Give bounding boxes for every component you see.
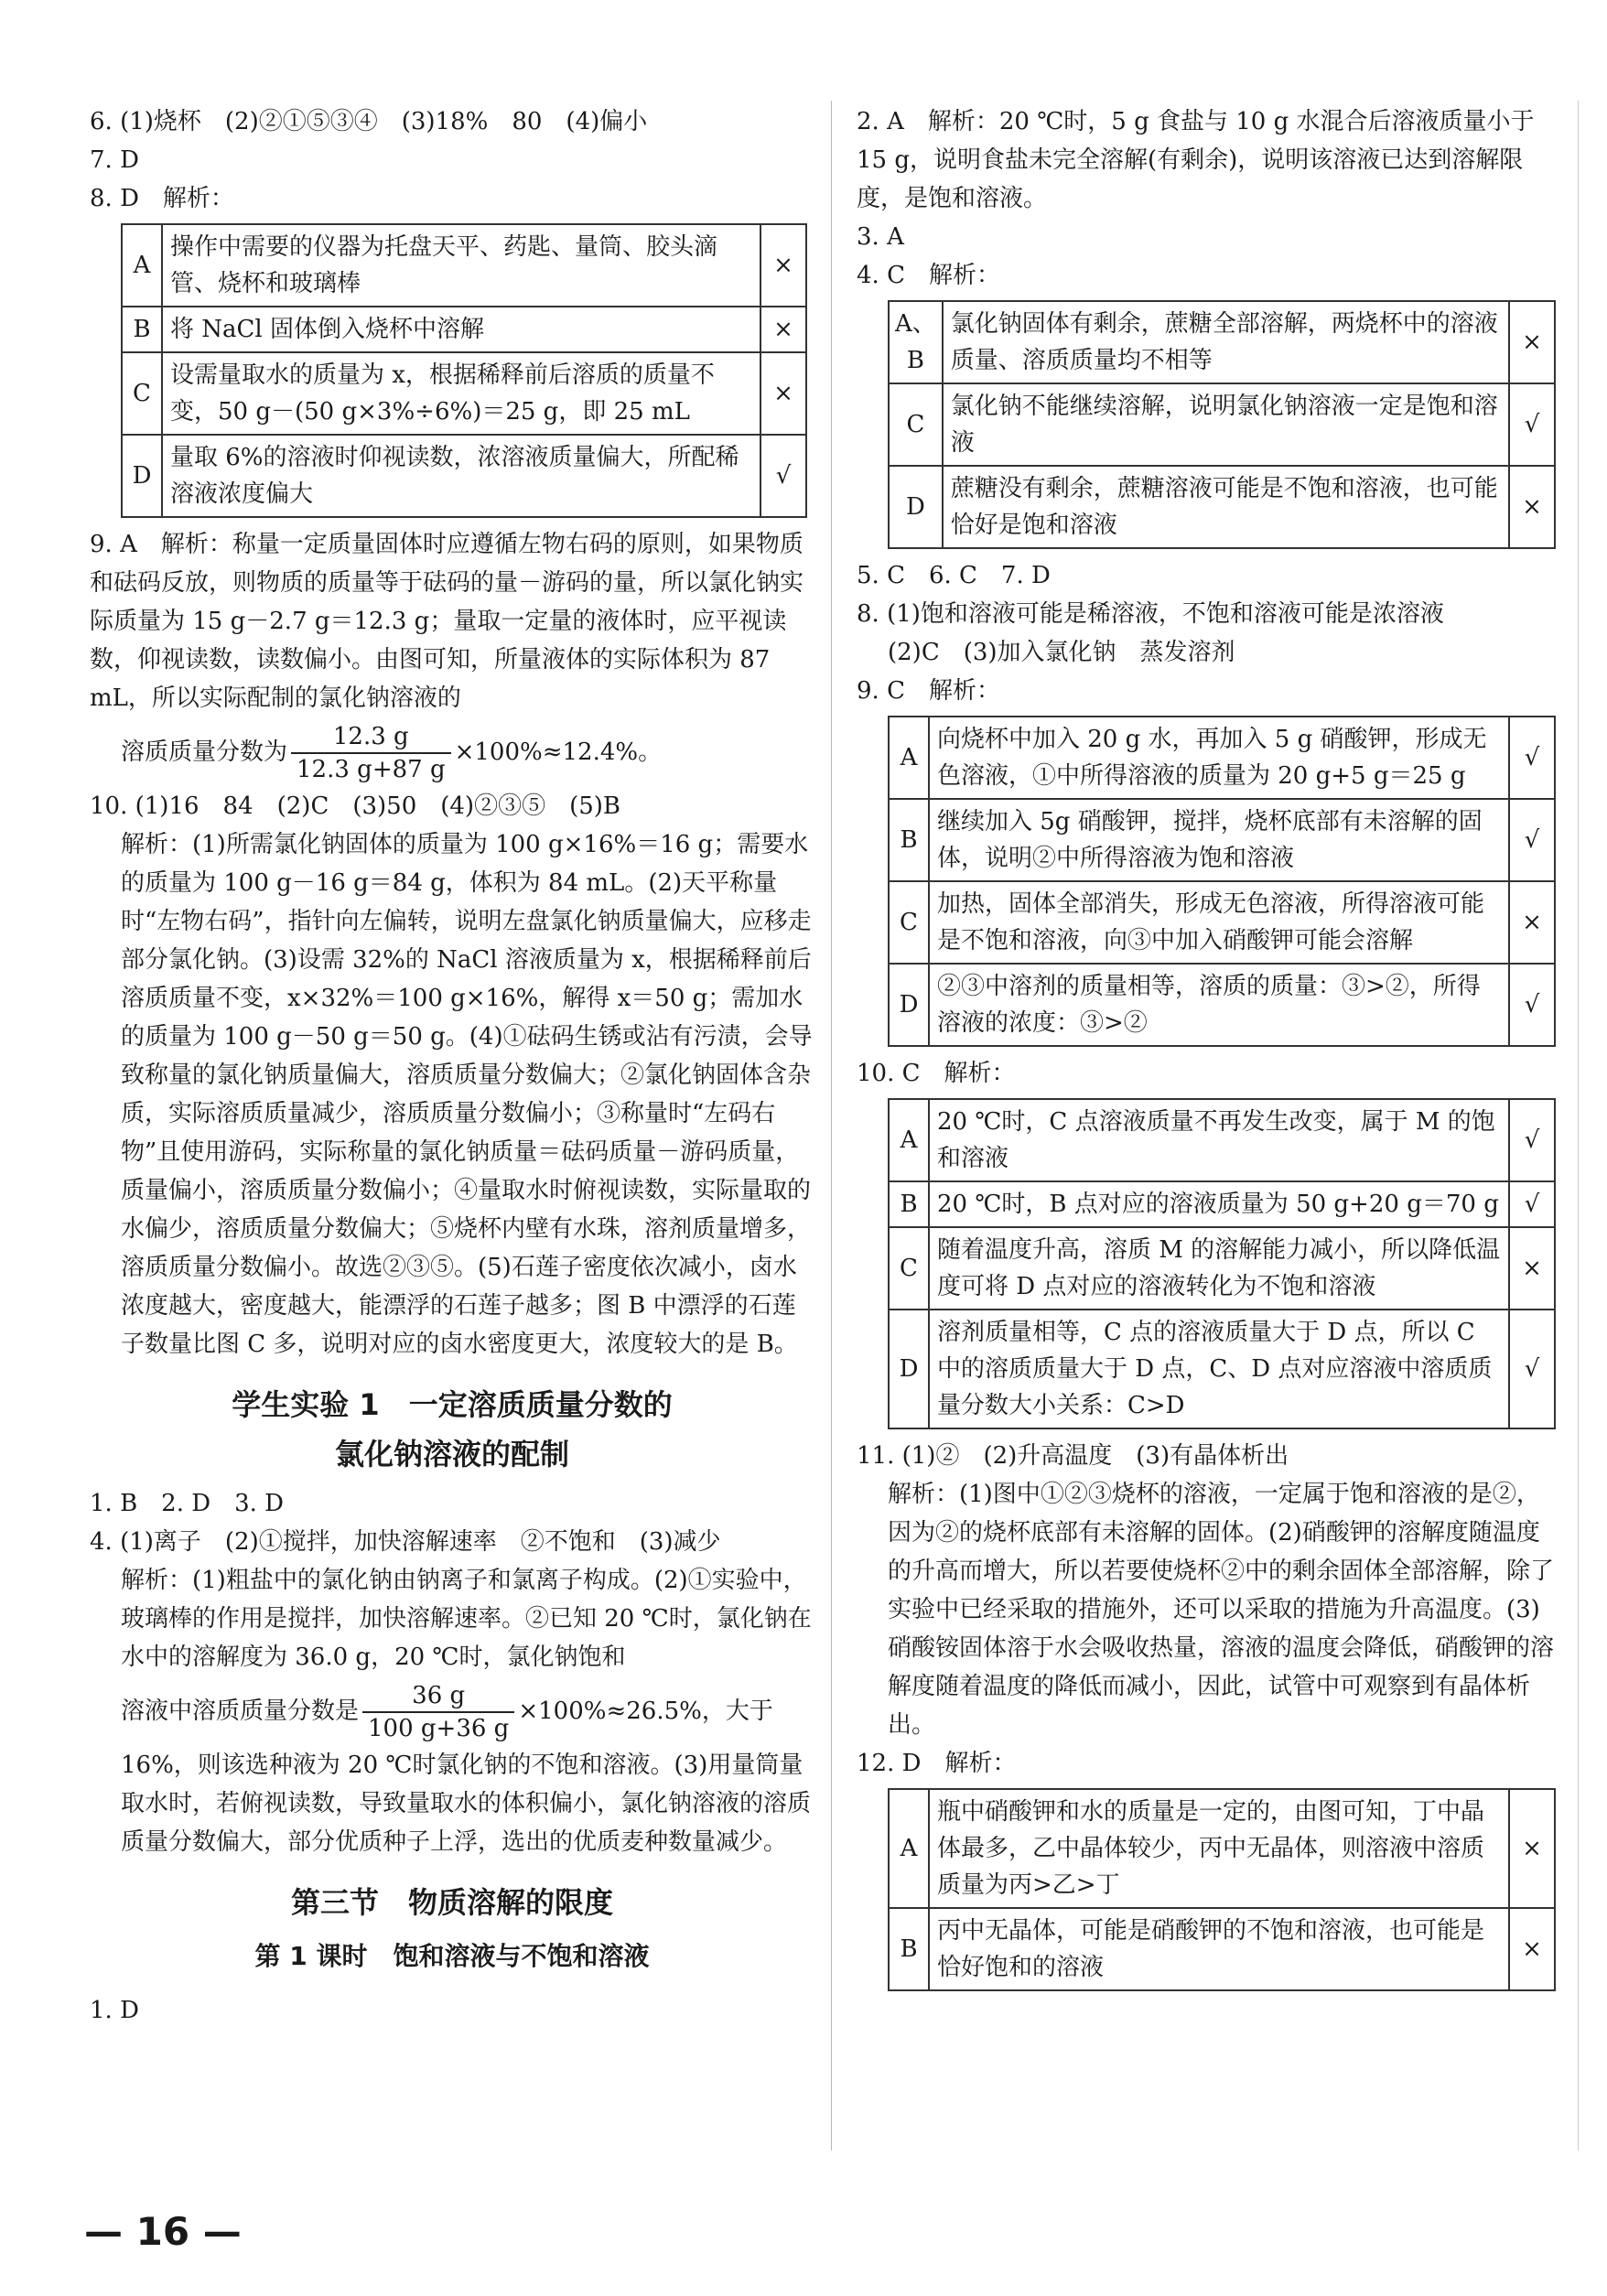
answer-q6: 6. (1)烧杯 (2)②①⑤③④ (3)18% 80 (4)偏小 [90, 108, 648, 135]
right-margin-rule [1578, 101, 1579, 2150]
option-text: 20 ℃时，B 点对应的溶液质量为 50 g+20 g＝70 g [929, 1181, 1509, 1227]
experiment-4-analysis-rest: 16%，则该选种液为 20 ℃时氯化钠的不饱和溶液。(3)用量筒量取水时，若俯视读数，导致量取水的体积偏小，氯化钠溶液的溶质质量分数偏大，部分优质种子上浮，选出的优质麦种数量减少。 [121, 1752, 812, 1856]
option-mark: √ [1509, 799, 1555, 881]
answer-q2: 2. A 解析：20 ℃时，5 g 食盐与 10 g 水混合后溶液质量小于 15 g，说明食盐未完全溶解(有剩余)，说明该溶液已达到溶解限度，是饱和溶液。 [857, 108, 1535, 212]
table-row [889, 964, 1555, 1046]
option-label: D [889, 466, 943, 548]
answer-q8-part2: (2)C (3)加入氯化钠 蒸发溶剂 [888, 639, 1235, 666]
experiment-title-line1: 学生实验 1 一定溶质质量分数的 [232, 1387, 673, 1422]
experiment-4-analysis: 解析：(1)粗盐中的氯化钠由钠离子和氯离子构成。(2)①实验中，玻璃棒的作用是搅拌，加快溶解速率。②已知 20 ℃时，氯化钠在水中的溶解度为 36.0 g，20 ℃时，氯化钠饱和 [121, 1567, 812, 1671]
option-text: 氯化钠固体有剩余，蔗糖全部溶解，两烧杯中的溶液质量、溶质质量均不相等 [943, 301, 1509, 383]
table-row [889, 383, 1555, 466]
option-text: 氯化钠不能继续溶解，说明氯化钠溶液一定是饱和溶液 [943, 383, 1509, 466]
option-mark: × [1509, 1227, 1555, 1310]
option-label: D [122, 435, 162, 517]
option-label: B [889, 1908, 929, 1990]
answer-q8-head: 8. D 解析： [90, 185, 234, 212]
experiment-answers-1-3: 1. B 2. D 3. D [90, 1490, 285, 1517]
answer-q9: 9. A 解析：称量一定质量固体时应遵循左物右码的原则，如果物质和砝码反放，则物质的质量等于砝码的量－游码的量，所以氯化钠实际质量为 15 g－2.7 g＝12.3 g；量取一定量的液体时，应平视读数，仰视读数，读数偏小。由图可知，所量液体的实际体积为 87 mL，所以实际配制的氯化钠溶液的 [90, 531, 804, 712]
option-text: ②③中溶剂的质量相等，溶质的质量：③>②，所得溶液的浓度：③>② [929, 964, 1509, 1046]
left-column [90, 102, 814, 2030]
experiment-4-formula [90, 1676, 814, 1746]
option-label: D [889, 964, 929, 1046]
option-label: A [889, 717, 929, 799]
table-row [889, 799, 1555, 881]
table-row [889, 717, 1555, 799]
option-text: 蔗糖没有剩余，蔗糖溶液可能是不饱和溶液，也可能恰好是饱和溶液 [943, 466, 1509, 548]
option-label: B [122, 307, 162, 352]
q9-analysis-table [888, 716, 1556, 1047]
experiment-title [90, 1380, 814, 1479]
q4-analysis-table [888, 300, 1556, 549]
option-mark: × [1509, 466, 1555, 548]
table-row [122, 307, 806, 352]
answer-q10-head: 10. C 解析： [857, 1060, 1016, 1087]
option-mark: √ [1509, 1181, 1555, 1227]
option-label: C [889, 881, 929, 964]
answer-q3: 3. A [857, 223, 904, 251]
option-mark: × [760, 224, 806, 307]
table-row [889, 1099, 1555, 1181]
option-mark: √ [1509, 964, 1555, 1046]
q9-formula [90, 717, 814, 787]
option-text: 瓶中硝酸钾和水的质量是一定的，由图可知，丁中晶体最多，乙中晶体较少，丙中无晶体，则溶液中溶质质量为丙>乙>丁 [929, 1789, 1509, 1908]
page-number: — 16 — [84, 2209, 242, 2254]
table-row [889, 466, 1555, 548]
table-row [889, 1227, 1555, 1310]
answer-q9-head: 9. C 解析： [857, 677, 1000, 705]
denominator: 100 g+36 g [368, 1715, 510, 1742]
fraction [362, 1680, 514, 1744]
table-row [122, 224, 806, 307]
option-text: 加热，固体全部消失，形成无色溶液，所得溶液可能是不饱和溶液，向③中加入硝酸钾可能会溶解 [929, 881, 1509, 964]
option-label: A [889, 1099, 929, 1181]
experiment-answer-4: 4. (1)离子 (2)①搅拌，加快溶解速率 ②不饱和 (3)减少 [90, 1528, 721, 1556]
option-label: B [889, 799, 929, 881]
option-mark: √ [760, 435, 806, 517]
table-row [122, 352, 806, 435]
answer-q7: 7. D [90, 146, 139, 174]
option-text: 设需量取水的质量为 x，根据稀释前后溶质的质量不变，50 g－(50 g×3%÷6%)＝25 g，即 25 mL [162, 352, 760, 435]
experiment-title-line2: 氯化钠溶液的配制 [334, 1437, 569, 1471]
answer-q10: 10. (1)16 84 (2)C (3)50 (4)②③⑤ (5)B [90, 792, 621, 820]
option-text: 丙中无晶体，可能是硝酸钾的不饱和溶液，也可能是恰好饱和的溶液 [929, 1908, 1509, 1990]
option-label: A [889, 1789, 929, 1908]
q10-analysis: 解析：(1)所需氯化钠固体的质量为 100 g×16%＝16 g；需要水的质量为 100 g－16 g＝84 g，体积为 84 mL。(2)天平称量时“左物右码”，指针向左偏转，说明左盘氯化钠质量偏大，应移走部分氯化钠。(3)设需 32%的 NaCl 溶液质量为 x，根据稀释前后溶质质量不变，x×32%＝100 g×16%，解得 x＝50 g；需加水的质量为 100 g－50 g＝50 g。(4)①砝码生锈或沾有污渍，会导致称量的氯化钠质量偏大，溶质质量分数偏大；②氯化钠固体含杂质，实际溶质质量减少，溶质质量分数偏小；③称量时“左码右物”且使用游码，实际称量的氯化钠质量＝砝码质量－游码质量，质量偏小，溶质质量分数偏小；④量取水时俯视读数，实际量取的水偏少，溶质质量分数偏大；⑤烧杯内壁有水珠，溶剂质量增多，溶质质量分数偏小。故选②③⑤。(5)石莲子密度依次减小，卤水浓度越大，密度越大，能漂浮的石莲子越多；图 B 中漂浮的石莲子数量比图 C 多，说明对应的卤水密度更大，浓度较大的是 B。 [121, 831, 813, 1358]
option-label: A、B [889, 301, 943, 383]
fraction [291, 721, 451, 785]
table-row [889, 301, 1555, 383]
option-text: 量取 6%的溶液时仰视读数，浓溶液质量偏大，所配稀溶液浓度偏大 [162, 435, 760, 517]
answers-q5-q7: 5. C 6. C 7. D [857, 562, 1051, 589]
formula-suffix: ×100%≈12.4%。 [454, 738, 663, 766]
answer-q4-head: 4. C 解析： [857, 262, 1000, 289]
denominator: 12.3 g+87 g [297, 756, 446, 783]
option-label: C [122, 352, 162, 435]
q11-analysis: 解析：(1)图中①②③烧杯的溶液，一定属于饱和溶液的是②，因为②的烧杯底部有未溶解的固体。(2)硝酸钾的溶解度随温度的升高而增大，所以若要使烧杯②中的剩余固体全部溶解，除了实验中已经采取的措施外，还可以采取的措施为升高温度。(3)硝酸铵固体溶于水会吸收热量，溶液的温度会降低，硝酸钾的溶解度随着温度的降低而减小，因此，试管中可观察到有晶体析出。 [888, 1481, 1555, 1739]
formula-prefix: 溶质质量分数为 [121, 738, 288, 766]
answer-q12-head: 12. D 解析： [857, 1750, 1017, 1777]
right-column [857, 102, 1563, 1999]
option-label: A [122, 224, 162, 307]
answer-s1: 1. D [90, 1997, 139, 2024]
option-mark: × [760, 307, 806, 352]
table-row [889, 1789, 1555, 1908]
column-divider [831, 101, 832, 2150]
option-mark: √ [1509, 717, 1555, 799]
table-row [889, 1908, 1555, 1990]
q10-analysis-table [888, 1098, 1556, 1429]
option-mark: × [1509, 881, 1555, 964]
option-text: 溶剂质量相等，C 点的溶液质量大于 D 点，所以 C 中的溶质质量大于 D 点，C、D 点对应溶液中溶质质量分数大小关系：C>D [929, 1310, 1509, 1428]
numerator: 12.3 g [291, 721, 451, 754]
option-mark: × [1509, 1789, 1555, 1908]
answer-q11: 11. (1)② (2)升高温度 (3)有晶体析出 [857, 1442, 1289, 1470]
formula-prefix: 溶液中溶质质量分数是 [121, 1698, 360, 1725]
table-row [889, 1310, 1555, 1428]
option-mark: × [760, 352, 806, 435]
option-mark: √ [1509, 383, 1555, 466]
q8-analysis-table [121, 223, 807, 518]
section-title: 第三节 物质溶解的限度 [290, 1885, 613, 1920]
table-row [889, 881, 1555, 964]
option-text: 随着温度升高，溶质 M 的溶解能力减小，所以降低温度可将 D 点对应的溶液转化为不饱和溶液 [929, 1227, 1509, 1310]
option-label: C [889, 1227, 929, 1310]
table-row [889, 1181, 1555, 1227]
table-row [122, 435, 806, 517]
lesson-title: 第 1 课时 饱和溶液与不饱和溶液 [254, 1941, 650, 1971]
numerator: 36 g [362, 1680, 514, 1713]
option-text: 向烧杯中加入 20 g 水，再加入 5 g 硝酸钾，形成无色溶液，①中所得溶液的质量为 20 g+5 g＝25 g [929, 717, 1509, 799]
option-label: B [889, 1181, 929, 1227]
option-mark: √ [1509, 1310, 1555, 1428]
option-label: C [889, 383, 943, 466]
option-text: 操作中需要的仪器为托盘天平、药匙、量筒、胶头滴管、烧杯和玻璃棒 [162, 224, 760, 307]
q12-analysis-table [888, 1788, 1556, 1991]
option-text: 继续加入 5g 硝酸钾，搅拌，烧杯底部有未溶解的固体，说明②中所得溶液为饱和溶液 [929, 799, 1509, 881]
option-mark: √ [1509, 1099, 1555, 1181]
option-mark: × [1509, 1908, 1555, 1990]
option-label: D [889, 1310, 929, 1428]
option-text: 将 NaCl 固体倒入烧杯中溶解 [162, 307, 760, 352]
option-text: 20 ℃时，C 点溶液质量不再发生改变，属于 M 的饱和溶液 [929, 1099, 1509, 1181]
option-mark: × [1509, 301, 1555, 383]
answer-q8: 8. (1)饱和溶液可能是稀溶液，不饱和溶液可能是浓溶液 [857, 600, 1444, 628]
formula-suffix: ×100%≈26.5%，大于 [518, 1698, 773, 1725]
